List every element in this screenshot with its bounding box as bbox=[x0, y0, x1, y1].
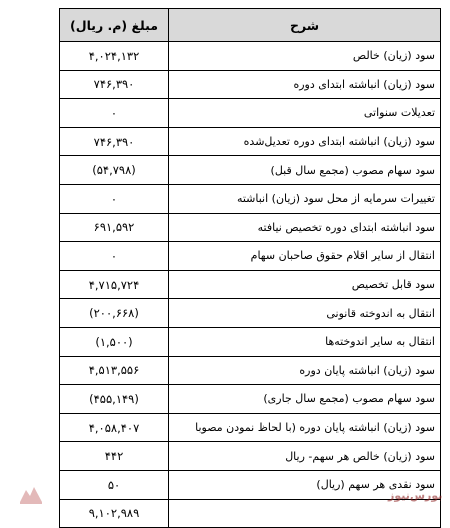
row-amount: (۲۰۰,۶۶۸) bbox=[60, 299, 169, 328]
table-row bbox=[60, 499, 441, 528]
header-amount: مبلغ (م. ریال) bbox=[60, 9, 169, 42]
table-row bbox=[60, 42, 441, 71]
row-description: تغییرات سرمایه از محل سود (زیان) انباشته bbox=[169, 184, 441, 213]
row-description: سود قابل تخصیص bbox=[169, 270, 441, 299]
watermark-logo-icon bbox=[18, 484, 44, 510]
row-amount: ۰ bbox=[60, 242, 169, 271]
row-amount: ۵۰ bbox=[60, 470, 169, 499]
table-row bbox=[60, 299, 441, 328]
table-row bbox=[60, 356, 441, 385]
table-row bbox=[60, 413, 441, 442]
table-row bbox=[60, 70, 441, 99]
row-description: انتقال به اندوخته قانونی bbox=[169, 299, 441, 328]
row-amount: ۷۴۶,۳۹۰ bbox=[60, 127, 169, 156]
table-row bbox=[60, 442, 441, 471]
row-amount: (۴۵۵,۱۴۹) bbox=[60, 385, 169, 414]
row-amount: ۰ bbox=[60, 99, 169, 128]
table-row bbox=[60, 242, 441, 271]
header-description: شرح bbox=[169, 9, 441, 42]
row-description: انتقال به سایر اندوخته‌ها bbox=[169, 327, 441, 356]
row-amount: ۴,۵۱۳,۵۵۶ bbox=[60, 356, 169, 385]
row-description: سود (زیان) انباشته پایان دوره bbox=[169, 356, 441, 385]
row-description: سود (زیان) انباشته ابتدای دوره bbox=[169, 70, 441, 99]
row-description: سود انباشته ابتدای دوره تخصیص نیافته bbox=[169, 213, 441, 242]
row-description: سود سهام مصوب (مجمع سال جاری) bbox=[169, 385, 441, 414]
row-amount: (۱,۵۰۰) bbox=[60, 327, 169, 356]
row-amount: ۹,۱۰۲,۹۸۹ bbox=[60, 499, 169, 528]
row-description: سود سهام مصوب (مجمع سال قبل) bbox=[169, 156, 441, 185]
row-amount: ۰ bbox=[60, 184, 169, 213]
financial-table bbox=[59, 8, 441, 528]
row-amount: ۴,۷۱۵,۷۲۴ bbox=[60, 270, 169, 299]
table-row bbox=[60, 127, 441, 156]
table-row bbox=[60, 156, 441, 185]
row-amount: ۴۴۲ bbox=[60, 442, 169, 471]
row-description: سود (زیان) انباشته پایان دوره (با لحاظ نمودن مصوبا bbox=[169, 413, 441, 442]
row-description: سود نقدی هر سهم (ریال) bbox=[169, 470, 441, 499]
table-row bbox=[60, 99, 441, 128]
table-row bbox=[60, 213, 441, 242]
row-amount: ۴,۰۵۸,۴۰۷ bbox=[60, 413, 169, 442]
row-description: سود (زیان) خالص هر سهم- ریال bbox=[169, 442, 441, 471]
row-description: سود (زیان) خالص bbox=[169, 42, 441, 71]
row-amount: ۷۴۶,۳۹۰ bbox=[60, 70, 169, 99]
row-description bbox=[169, 499, 441, 528]
table-header-row bbox=[60, 9, 441, 42]
table-row bbox=[60, 327, 441, 356]
table-row bbox=[60, 470, 441, 499]
row-description: تعدیلات سنواتی bbox=[169, 99, 441, 128]
watermark-text: بورس‌نیوز bbox=[388, 489, 443, 502]
table-row bbox=[60, 184, 441, 213]
table-row bbox=[60, 270, 441, 299]
row-description: سود (زیان) انباشته ابتدای دوره تعدیل‌شده bbox=[169, 127, 441, 156]
row-amount: (۵۴,۷۹۸) bbox=[60, 156, 169, 185]
row-amount: ۴,۰۲۴,۱۳۲ bbox=[60, 42, 169, 71]
row-amount: ۶۹۱,۵۹۲ bbox=[60, 213, 169, 242]
table-row bbox=[60, 385, 441, 414]
row-description: انتقال از سایر اقلام حقوق صاحبان سهام bbox=[169, 242, 441, 271]
